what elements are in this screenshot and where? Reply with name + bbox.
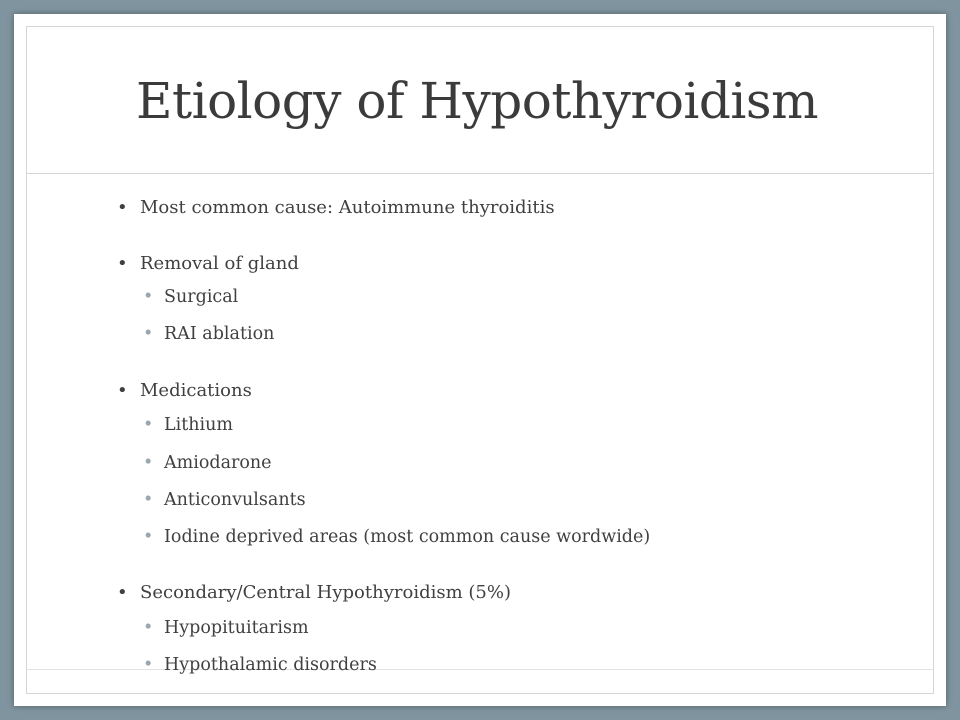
list-item-text: RAI ablation <box>164 324 275 344</box>
sub-list-item <box>143 415 233 435</box>
sub-list-item <box>143 287 239 307</box>
list-item-text: Medications <box>140 380 252 401</box>
bullet-icon: • <box>117 253 128 274</box>
list-item <box>117 253 299 274</box>
list-item-text: Anticonvulsants <box>164 490 306 510</box>
list-item <box>117 380 252 401</box>
bullet-icon: • <box>143 618 154 638</box>
sub-list-item <box>143 527 651 547</box>
bullet-icon: • <box>143 415 154 435</box>
list-item-text: Iodine deprived areas (most common cause wordwide) <box>164 527 651 547</box>
bullet-icon: • <box>143 324 154 344</box>
bullet-icon: • <box>143 527 154 547</box>
list-item-text: Removal of gland <box>140 253 299 274</box>
bullet-icon: • <box>143 490 154 510</box>
bullet-icon: • <box>143 287 154 307</box>
bullet-icon: • <box>143 453 154 473</box>
bullet-icon: • <box>117 582 128 603</box>
sub-list-item <box>143 324 275 344</box>
footer-divider <box>26 669 934 670</box>
slide-title: Etiology of Hypothyroidism <box>136 72 818 130</box>
sub-list-item <box>143 490 306 510</box>
bullet-icon: • <box>117 197 128 218</box>
bullet-icon: • <box>143 655 154 675</box>
list-item-text: Surgical <box>164 287 239 307</box>
list-item <box>117 197 555 218</box>
list-item-text: Hypopituitarism <box>164 618 309 638</box>
list-item-text: Secondary/Central Hypothyroidism (5%) <box>140 582 511 603</box>
list-item-text: Most common cause: Autoimmune thyroiditis <box>140 197 555 218</box>
bullet-icon: • <box>117 380 128 401</box>
sub-list-item <box>143 655 377 675</box>
list-item-text: Hypothalamic disorders <box>164 655 377 675</box>
title-divider <box>26 173 934 174</box>
list-item <box>117 582 511 603</box>
slide <box>14 14 946 706</box>
list-item-text: Lithium <box>164 415 233 435</box>
sub-list-item <box>143 453 272 473</box>
list-item-text: Amiodarone <box>164 453 272 473</box>
sub-list-item <box>143 618 309 638</box>
